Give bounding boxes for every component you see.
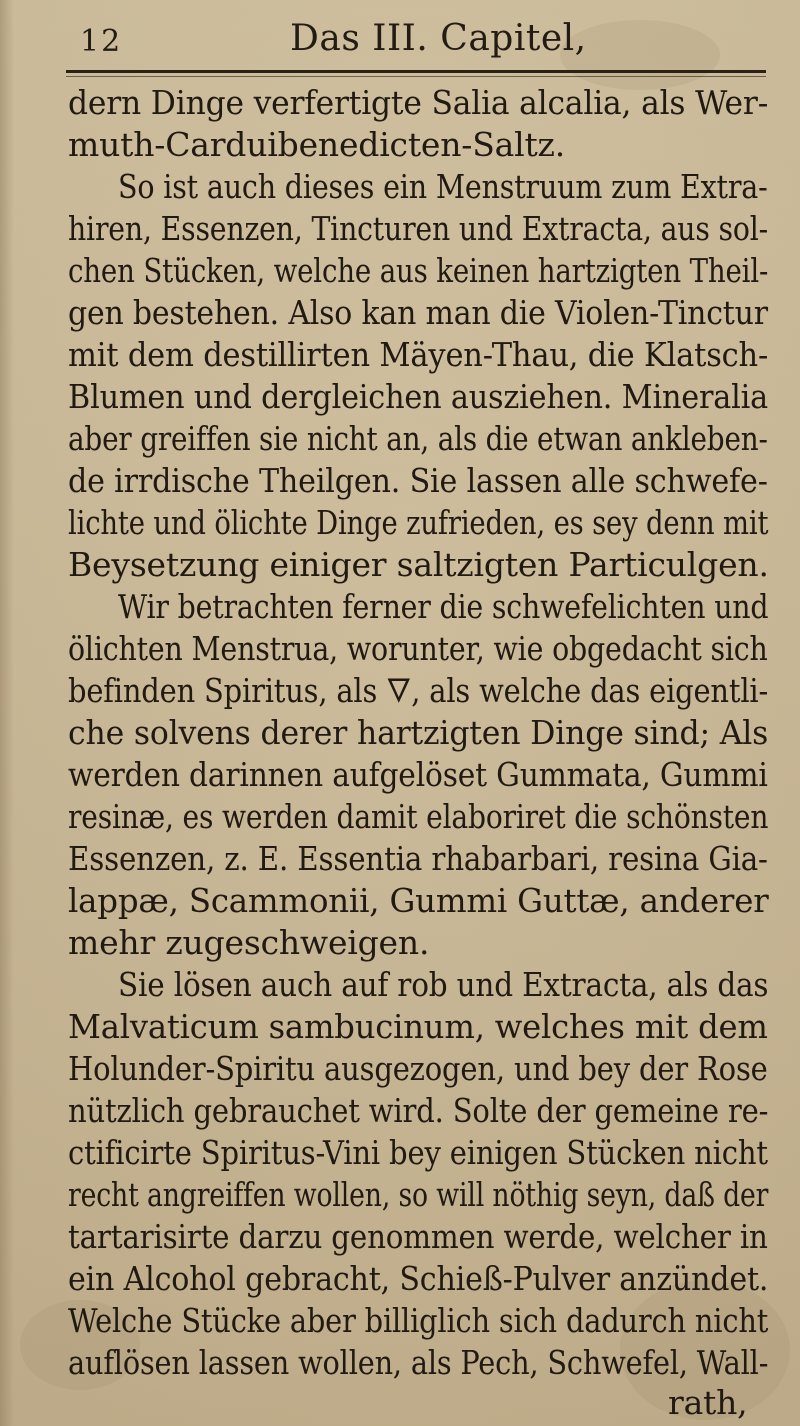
text-line: werden darinnen aufgelöset Gummata, Gummi [68, 755, 768, 794]
text-line: dern Dinge verfertigte Salia alcalia, als Wer- [68, 83, 769, 122]
text-line: Beysetzung einiger saltzigten Particulgen. [68, 545, 769, 584]
text-line: muth-Carduibenedicten-Saltz. [68, 125, 566, 164]
text-line: ölichten Menstrua, worunter, wie obgedacht sich [68, 629, 768, 668]
text-line: aber greiffen sie nicht an, als die etwan ankleben- [68, 419, 768, 458]
text-line: chen Stücken, welche aus keinen hartzigten Theil- [68, 251, 769, 290]
text-line: recht angreiffen wollen, so will nöthig seyn, daß der [68, 1175, 769, 1214]
text-line: Essenzen, z. E. Essentia rhabarbari, resina Gia- [68, 839, 768, 878]
text-line: de irrdische Theilgen. Sie lassen alle schwefe- [68, 461, 768, 500]
text-line: Wir betrachten ferner die schwefelichten und [118, 587, 769, 626]
text-line: lappæ, Scammonii, Gummi Guttæ, anderer [68, 881, 769, 920]
text-line: gen bestehen. Also kan man die Violen-Tinctur [68, 293, 768, 332]
text-line: resinæ, es werden damit elaboriret die schönsten [68, 797, 769, 836]
text-line: lichte und ölichte Dinge zufrieden, es sey denn mit [68, 503, 769, 542]
text-line: mit dem destillirten Mäyen-Thau, die Klatsch- [68, 335, 769, 374]
text-line: Welche Stücke aber billiglich sich dadurch nicht [68, 1301, 769, 1340]
catchword: rath, [668, 1383, 748, 1422]
chapter-title: Das III. Capitel, [290, 18, 587, 59]
text-line: ein Alcohol gebracht, Schieß-Pulver anzündet. [68, 1259, 769, 1298]
text-line: nützlich gebrauchet wird. Solte der gemeine re- [68, 1091, 769, 1130]
text-line: hiren, Essenzen, Tincturen und Extracta, aus sol- [68, 209, 769, 248]
text-line: befinden Spiritus, als 🜄, als welche das eigentli- [68, 671, 769, 710]
text-line: mehr zugeschweigen. [68, 923, 430, 962]
text-line: tartarisirte darzu genommen werde, welcher in [68, 1217, 768, 1256]
text-line: Holunder-Spiritu ausgezogen, und bey der Rose [68, 1049, 768, 1088]
text-line: Malvaticum sambucinum, welches mit dem [68, 1007, 768, 1046]
text-line: Blumen und dergleichen ausziehen. Mineralia [68, 377, 769, 416]
text-line: ctificirte Spiritus-Vini bey einigen Stücken nicht [68, 1133, 768, 1172]
page-number: 12 [80, 24, 123, 59]
text-line: Sie lösen auch auf rob und Extracta, als das [118, 965, 769, 1004]
text-line: So ist auch dieses ein Menstruum zum Extra- [118, 167, 768, 206]
text-line: che solvens derer hartzigten Dinge sind; Als [68, 713, 769, 752]
text-line: auflösen lassen wollen, als Pech, Schwefel, Wall- [68, 1343, 769, 1382]
